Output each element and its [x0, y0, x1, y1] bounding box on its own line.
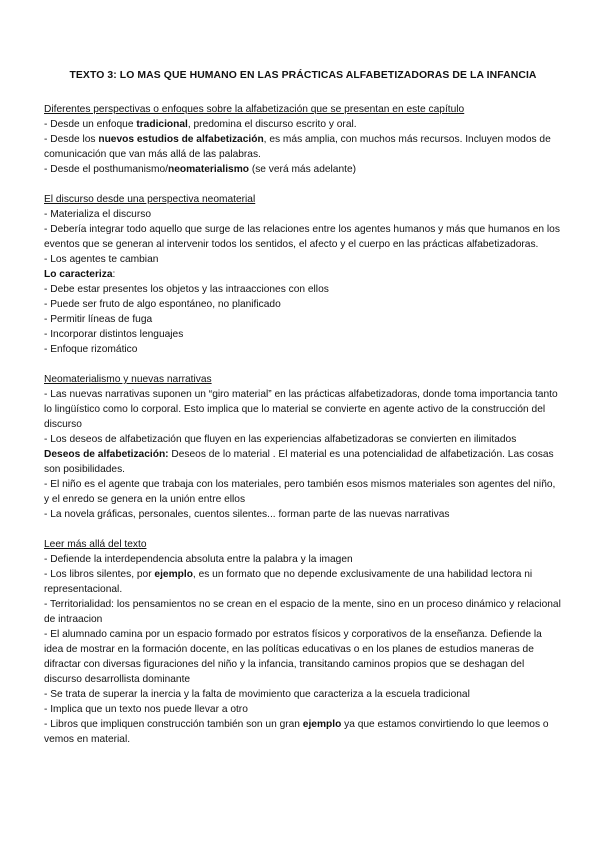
section-4: [44, 537, 562, 747]
text-line: [44, 252, 562, 267]
text-line: [44, 477, 562, 507]
text-line: [44, 387, 562, 432]
document-body: [44, 102, 562, 747]
line-text: Deseos de lo material . El material es una potencialidad de alfabetización. Las cosas son posibilidades.: [44, 449, 554, 475]
text-line: [44, 717, 562, 747]
line-text: - Los agentes te cambian: [44, 254, 159, 265]
text-line: [44, 447, 562, 477]
text-line: [44, 552, 562, 567]
line-text: - Desde los: [44, 134, 99, 145]
line-text: - Territorialidad: los pensamientos no se crean en el espacio de la mente, sino en un proceso dinámico y relacional de intraacion: [44, 599, 561, 625]
line-text: - Implica que un texto nos puede llevar a otro: [44, 704, 248, 715]
bold-term: Deseos de alfabetización:: [44, 449, 169, 460]
line-text: ya que estamos convirtiendo lo que leemos o vemos en material.: [44, 719, 549, 745]
line-text: - Defiende la interdependencia absoluta entre la palabra y la imagen: [44, 554, 353, 565]
line-text: - Desde el posthumanismo/: [44, 164, 169, 175]
line-text: - Puede ser fruto de algo espontáneo, no planificado: [44, 299, 281, 310]
text-line: [44, 702, 562, 717]
text-line: [44, 687, 562, 702]
bold-term: ejemplo: [302, 719, 342, 730]
section-heading: Neomaterialismo y nuevas narrativas: [44, 374, 212, 385]
text-line: [44, 342, 562, 357]
document-page: [44, 70, 562, 762]
text-line: [44, 267, 562, 282]
text-line: [44, 312, 562, 327]
bold-term: ejemplo: [154, 569, 193, 580]
text-line: [44, 297, 562, 312]
text-line: [44, 162, 562, 177]
line-text: - Debe estar presentes los objetos y las intraacciones con ellos: [44, 284, 329, 295]
line-text: - Incorporar distintos lenguajes: [44, 329, 184, 340]
text-line: [44, 282, 562, 297]
line-text: - El alumnado camina por un espacio formado por estratos físicos y corporativos de la enseñanza. Defiende la idea de mostrar en la formación docente, en las políticas educativas o en los planes de estudios maneras de difractar con diversas figuraciones del niño y la infancia, transitando caminos propios que se deshagan del discurso desarrollista dominante: [44, 629, 542, 685]
line-text: - Libros que impliquen construcción también son un gran: [44, 719, 303, 730]
bold-term: neomaterialismo: [168, 164, 249, 175]
line-text: - Los libros silentes, por: [44, 569, 155, 580]
line-text: , predomina el discurso escrito y oral.: [187, 119, 357, 130]
bold-term: nuevos estudios de alfabetización: [98, 134, 264, 145]
line-text: - La novela gráficas, personales, cuentos silentes... forman parte de las nuevas narrativas: [44, 509, 450, 520]
section-3: [44, 372, 562, 522]
section-heading: El discurso desde una perspectiva neomaterial: [44, 194, 256, 205]
text-line: [44, 432, 562, 447]
section-heading: Diferentes perspectivas o enfoques sobre la alfabetización que se presentan en este capítulo: [44, 104, 465, 115]
section-1: [44, 102, 562, 177]
line-text: , es más amplia, con muchos más recursos. Incluyen modos de comunicación que van más allá de las palabras.: [44, 134, 551, 160]
document-title: TEXTO 3: LO MAS QUE HUMANO EN LAS PRÁCTICAS ALFABETIZADORAS DE LA INFANCIA: [69, 70, 537, 81]
line-text: - Permitir líneas de fuga: [44, 314, 153, 325]
text-line: [44, 222, 562, 252]
text-line: [44, 207, 562, 222]
line-text: - Los deseos de alfabetización que fluyen en las experiencias alfabetizadoras se convierten en ilimitados: [44, 434, 517, 445]
line-text: - Desde un enfoque: [44, 119, 137, 130]
line-text: (se verá más adelante): [248, 164, 357, 175]
text-line: [44, 132, 562, 162]
line-text: - El niño es el agente que trabaja con los materiales, pero también esos mismos materiales son agentes del niño, y el enredo se genera en la unión entre ellos: [44, 479, 556, 505]
line-text: , es un formato que no depende exclusivamente de una habilidad lectora ni representacional.: [44, 569, 533, 595]
section-heading: Leer más allá del texto: [44, 539, 147, 550]
text-line: [44, 567, 562, 597]
line-text: - Materializa el discurso: [44, 209, 152, 220]
text-line: [44, 507, 562, 522]
bold-term: Lo caracteriza: [44, 269, 113, 280]
line-text: - Debería integrar todo aquello que surge de las relaciones entre los agentes humanos y más que humanos en los eventos que se generan al intervenir todos los sentidos, el afecto y el cuerpo en las prácticas alfabetizadoras.: [44, 224, 560, 250]
line-text: :: [112, 269, 116, 280]
text-line: [44, 117, 562, 132]
line-text: - Las nuevas narrativas suponen un “giro material” en las prácticas alfabetizadoras, donde toma importancia tanto lo lingüístico como lo corporal. Esto implica que lo material se convierte en agente activo de la construcción del discurso: [44, 389, 558, 430]
text-line: [44, 627, 562, 687]
text-line: [44, 597, 562, 627]
bold-term: tradicional: [136, 119, 188, 130]
line-text: - Enfoque rizomático: [44, 344, 138, 355]
section-2: [44, 192, 562, 357]
text-line: [44, 327, 562, 342]
line-text: - Se trata de superar la inercia y la falta de movimiento que caracteriza a la escuela tradicional: [44, 689, 470, 700]
